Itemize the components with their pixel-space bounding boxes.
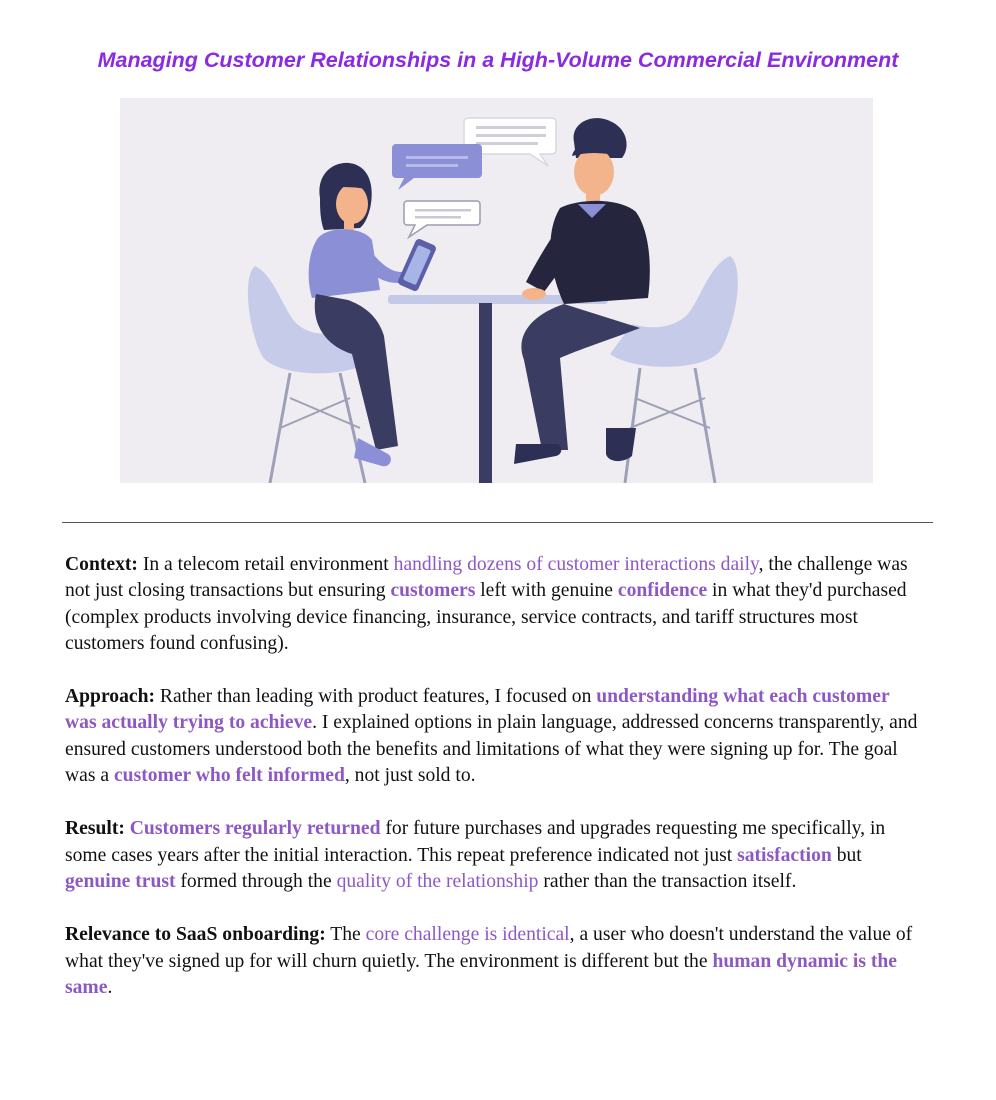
result-paragraph: Result: Customers regularly returned for future purchases and upgrades requesting me specifically, in some cases years after the initial interaction. This repeat preference indicated not just satisfaction but genuine trust formed through the quality of the relationship rather than the transaction itself. [65, 818, 886, 892]
man-figure-icon [514, 118, 650, 464]
context-label: Context: [65, 554, 138, 575]
page-title: Managing Customer Relationships in a High-Volume Commercial Environment [97, 48, 899, 72]
speech-bubble-left-icon [404, 201, 480, 237]
divider [62, 522, 933, 523]
relevance-label: Relevance to SaaS onboarding: [65, 924, 326, 946]
relevance-paragraph: Relevance to SaaS onboarding: The core challenge is identical, a user who doesn't understand the value of what they've signed up for will churn quietly. The environment is different but the human dynamic is the same. [65, 924, 913, 998]
two-people-meeting-illustration-icon [120, 98, 873, 483]
approach-label: Approach: [65, 686, 155, 708]
chair-left-icon [248, 266, 369, 483]
result-label: Result: [65, 818, 125, 840]
approach-paragraph: Approach: Rather than leading with product features, I focused on understanding what each customer was actually trying to achieve. I explained options in plain language, addressed concerns transparently, and ensured customers understood both the benefits and limitations of what they were signing up for. The goal was a customer who felt informed, not just sold to. [65, 686, 918, 787]
speech-bubble-purple-icon [392, 144, 482, 190]
context-paragraph: Context: In a telecom retail environment handling dozens of customer interactions daily, the challenge was not just closing transactions but ensuring customers left with genuine confidence in what they'd purchased (complex products involving device financing, insurance, service contracts, and tariff structures most customers found confusing). [65, 554, 908, 654]
body-content [65, 552, 925, 1028]
meeting-illustration [120, 98, 873, 483]
